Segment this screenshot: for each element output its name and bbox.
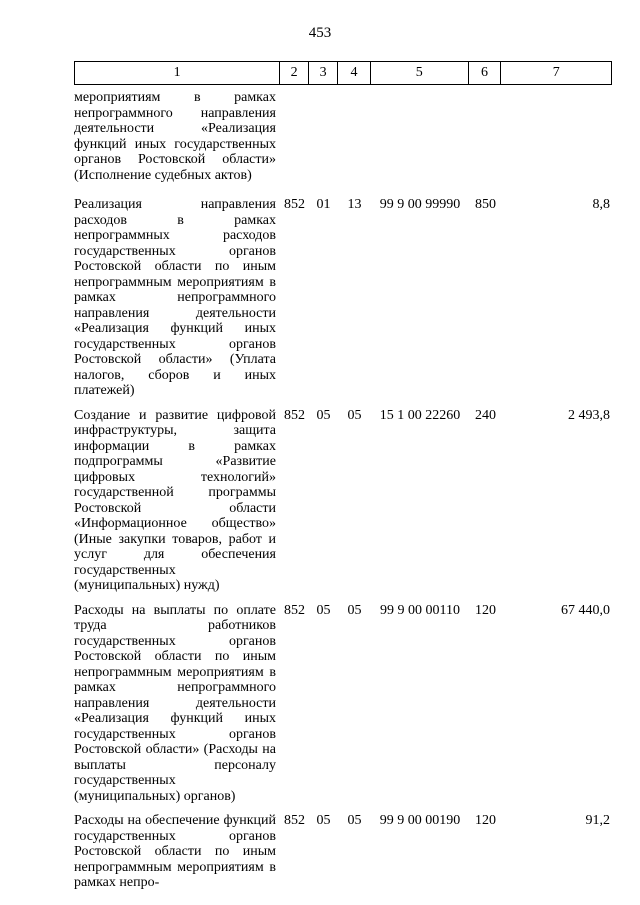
row-col-6: 120 xyxy=(475,813,496,828)
table-body xyxy=(74,90,612,900)
row-col-4: 05 xyxy=(347,813,362,828)
row-col-3: 05 xyxy=(316,602,331,618)
row-col-5 xyxy=(371,90,469,183)
header-col-4: 4 xyxy=(338,62,371,84)
row-col-2: 852 xyxy=(284,813,305,828)
row-col-2: 852 xyxy=(284,602,305,618)
table-row xyxy=(74,408,612,594)
table-row xyxy=(74,197,612,399)
row-col-4: 05 xyxy=(347,407,362,423)
row-description: мероприятиям в рамках непрограммного направления деятельности «Реализация функций иных государственных органов Ростовской области» (Исполнение судебных актов) xyxy=(74,90,276,183)
row-amount: 91,2 xyxy=(585,813,610,828)
row-amount xyxy=(502,90,612,183)
row-col-5: 99 9 00 99990 xyxy=(379,197,461,212)
row-col-2: 852 xyxy=(284,407,305,423)
row-description: Расходы на обеспечение функций государственных органов Ростовской области по иным непрограммным мероприятиям в рамках непро- xyxy=(74,813,276,890)
row-col-5: 15 1 00 22260 xyxy=(379,407,461,423)
row-col-6: 850 xyxy=(475,197,496,212)
table-header xyxy=(74,61,612,85)
header-col-5: 5 xyxy=(371,62,469,84)
row-col-2 xyxy=(280,90,309,183)
row-col-3: 05 xyxy=(316,407,331,423)
table-row xyxy=(74,813,612,891)
row-col-3: 01 xyxy=(316,197,331,212)
header-col-1: 1 xyxy=(75,62,280,84)
row-col-6 xyxy=(469,90,502,183)
row-description: Реализация направления расходов в рамках непрограммных расходов государственных органов Ростовской области по иным непрограммным мероприятиям в рамках непрограммного направления деятельности «Реализация функций иных государственных органов Ростовской области» (Уплата налогов, сборов и иных платежей) xyxy=(74,197,276,398)
row-amount: 2 493,8 xyxy=(568,407,610,423)
row-description: Расходы на выплаты по оплате труда работников государственных органов Ростовской области по иным непрограммным мероприятиям в рамках непрограммного направления деятельности «Реализация функций иных государственных органов Ростовской области» (Расходы на выплаты персоналу государственных (муниципальных) органов) xyxy=(74,602,276,804)
row-col-6: 240 xyxy=(475,407,496,423)
row-col-2: 852 xyxy=(284,197,305,212)
row-col-4: 13 xyxy=(347,197,362,212)
header-col-7: 7 xyxy=(552,65,560,80)
table-row xyxy=(74,90,612,183)
header-col-6: 6 xyxy=(469,62,502,84)
row-col-5: 99 9 00 00110 xyxy=(380,602,460,618)
header-col-2: 2 xyxy=(280,62,309,84)
row-col-3: 05 xyxy=(316,813,331,828)
table-row xyxy=(74,603,612,805)
row-description: Создание и развитие цифровой инфраструктуры, защита информации в рамках подпрограммы «Развитие цифровых технологий» государственной программы Ростовской области «Информационное общество» (Иные закупки товаров, работ и услуг для обеспечения государственных (муниципальных) нужд) xyxy=(74,407,276,593)
row-amount: 67 440,0 xyxy=(561,602,610,618)
row-amount: 8,8 xyxy=(592,197,610,212)
page-number: 453 xyxy=(308,25,332,41)
row-col-5: 99 9 00 00190 xyxy=(379,813,461,828)
header-col-3: 3 xyxy=(309,62,338,84)
row-col-4 xyxy=(338,90,371,183)
row-col-4: 05 xyxy=(347,602,362,618)
row-col-6: 120 xyxy=(475,602,496,618)
row-col-3 xyxy=(309,90,338,183)
